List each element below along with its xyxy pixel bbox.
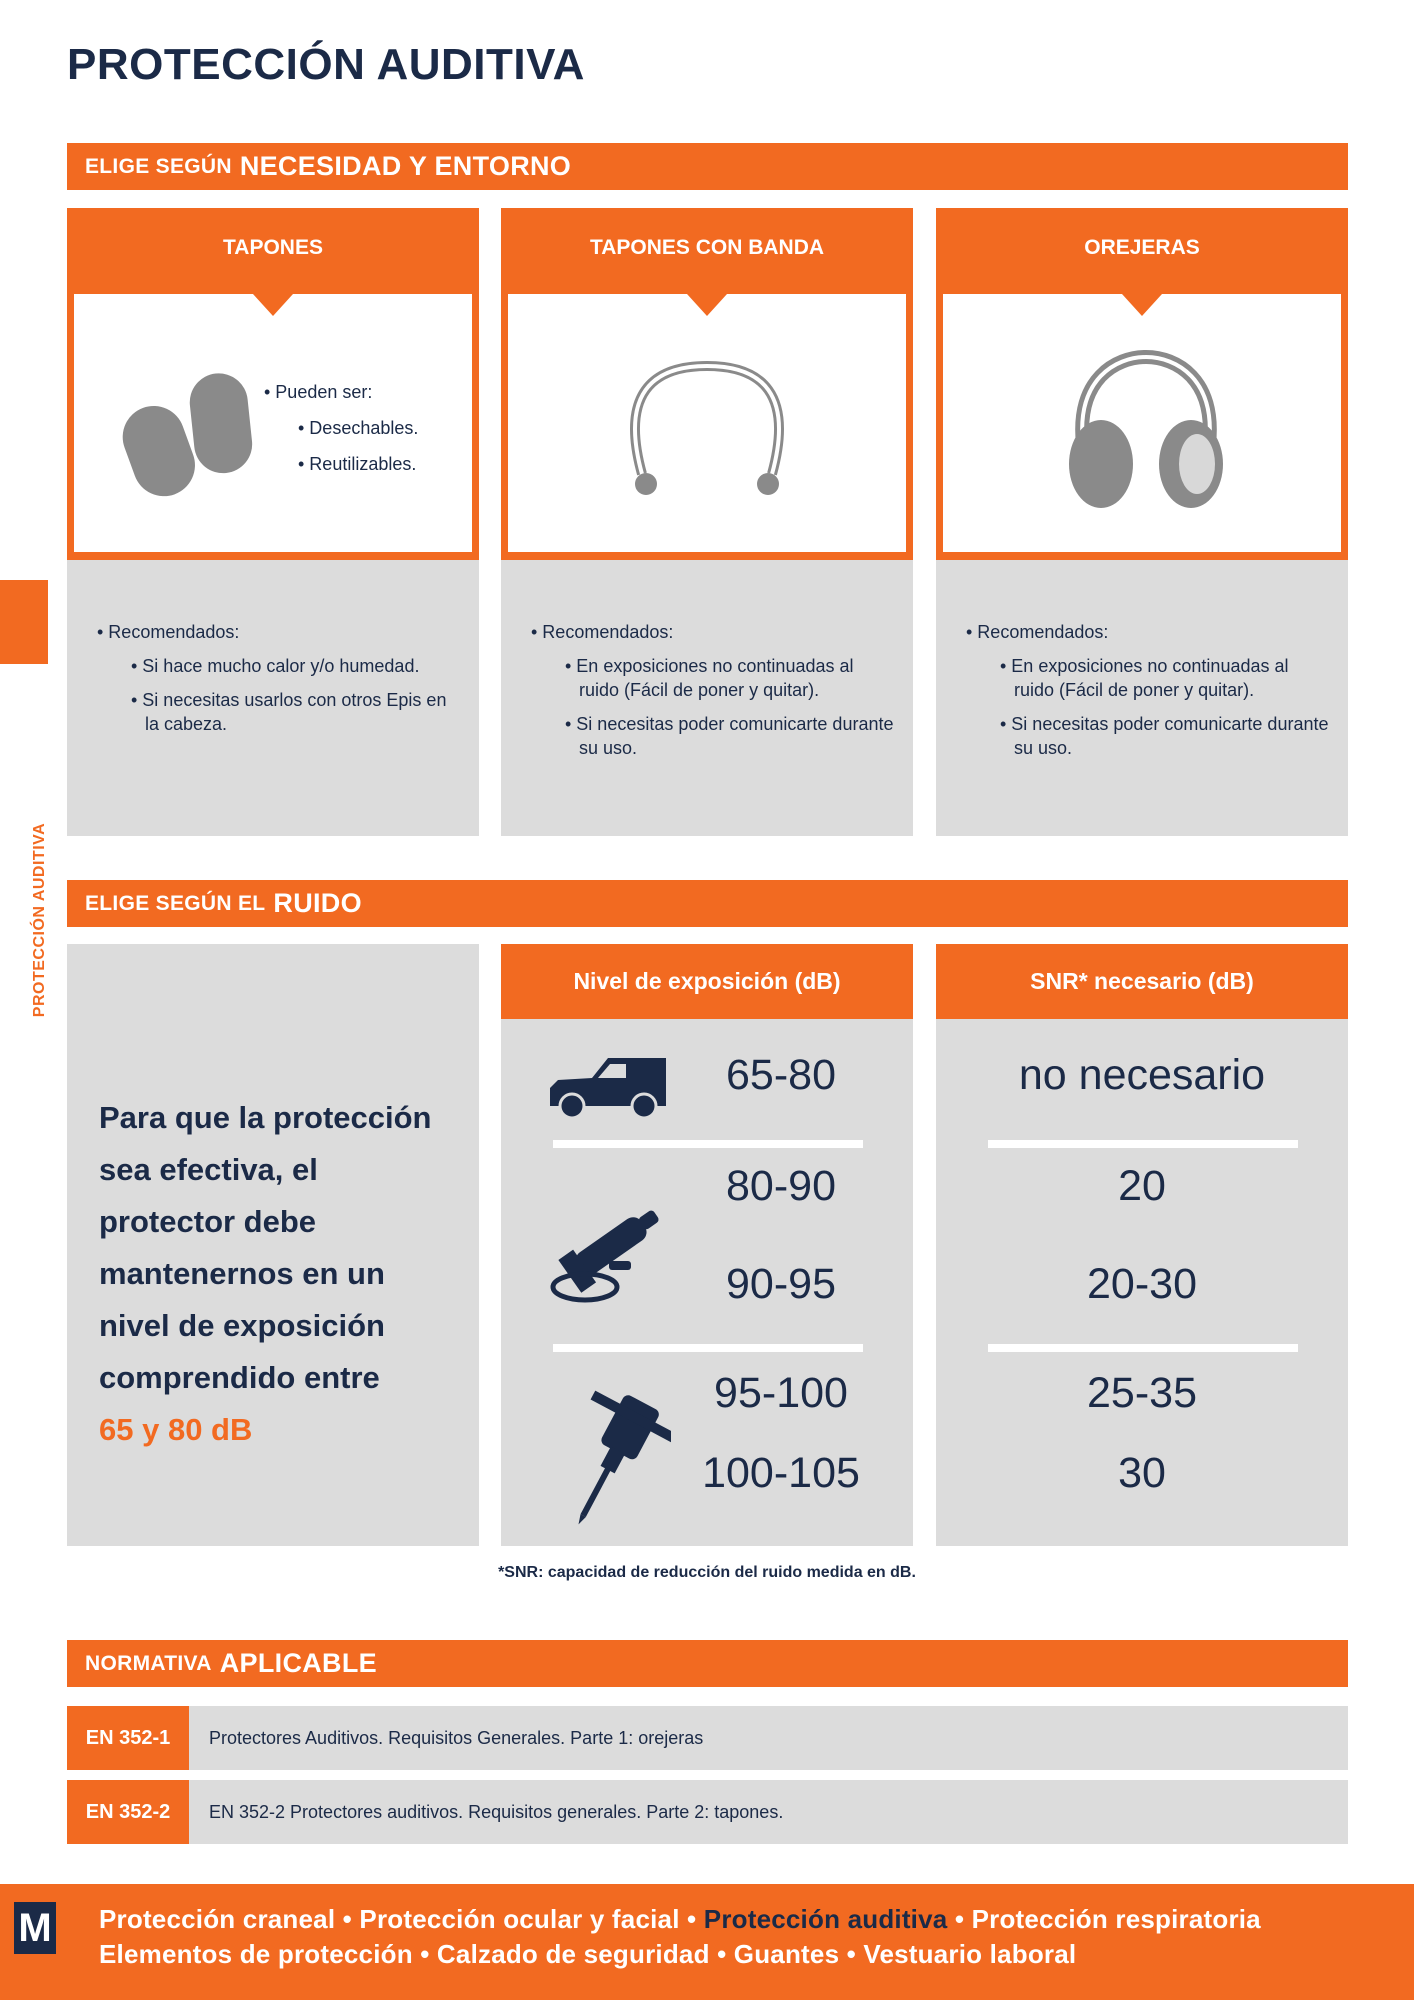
footer-categories-before: Protección craneal • Protección ocular y facial • [99,1904,697,1934]
plug-type-item: • Desechables. [298,418,419,438]
plug-type-item: • Reutilizables. [298,454,417,474]
card-image-area [74,294,472,552]
norm-code: EN 352-2 [67,1780,189,1844]
recommendation-item: • Si necesitas poder comunicarte durante su uso. [1000,714,1329,758]
snr-value: 20-30 [1087,1260,1197,1308]
noise-explanation-body: Para que la protección sea efectiva, el protector debe mantenernos en un nivel de exposición comprendido entre [99,1100,432,1395]
section-need-light: ELIGE SEGÚN [85,154,232,178]
norm-row [67,1780,1348,1844]
recommendation-item: • Si necesitas usarlos con otros Epis en la cabeza. [131,690,447,734]
recommended-label: • Recomendados: [531,622,674,642]
card-image-frame [501,294,913,560]
row-divider [988,1140,1298,1148]
row-divider [553,1140,863,1148]
snr-value: no necesario [1018,1051,1266,1099]
plug-types-intro: • Pueden ser: [264,382,373,402]
card-recommendations [67,560,479,836]
noise-explanation-text [99,1092,459,1456]
card-recommendations [936,560,1348,836]
snr-value: 30 [1118,1449,1166,1497]
section-norms-light: NORMATIVA [85,1651,212,1675]
section-bar-need [67,143,1348,190]
card-notch [1122,294,1162,316]
side-tab [0,580,48,664]
snr-value: 25-35 [1087,1369,1197,1417]
exposure-level: 80-90 [726,1162,836,1210]
earmuffs-icon [1061,349,1231,519]
snr-value: 20 [1118,1162,1166,1210]
card-image-area [508,294,906,552]
exposure-level: 100-105 [702,1449,860,1497]
card-notch [253,294,293,316]
row-divider [988,1344,1298,1352]
section-bar-noise [67,880,1348,927]
row-divider [553,1344,863,1352]
recommended-label: • Recomendados: [966,622,1109,642]
card-image-area [943,294,1341,552]
norm-code: EN 352-1 [67,1706,189,1770]
footer-current-category: Protección auditiva [703,1904,948,1934]
card-header: TAPONES CON BANDA [501,208,913,294]
norm-description: EN 352-2 Protectores auditivos. Requisitos generales. Parte 2: tapones. [189,1780,1348,1844]
section-norms-bold: APLICABLE [219,1648,377,1678]
noise-range-highlight: 65 y 80 dB [99,1412,253,1447]
noise-explanation-panel [67,944,479,1546]
footer-categories-after: • Protección respiratoria [954,1904,1261,1934]
norm-row [67,1706,1348,1770]
exposure-column [501,944,913,1546]
snr-header: SNR* necesario (dB) [936,944,1348,1019]
brand-logo: M [14,1902,56,1954]
footer-line-2: Elementos de protección • Calzado de seguridad • Guantes • Vestuario laboral [99,1939,1077,1969]
side-section-label: PROTECCIÓN AUDITIVA [31,822,48,1018]
exposure-level: 90-95 [726,1260,836,1308]
recommendation-item: • En exposiciones no continuadas al ruido (Fácil de poner y quitar). [565,656,854,700]
card-recommendations [501,560,913,836]
card-tapones-banda [501,208,913,836]
snr-column [936,944,1348,1546]
earplugs-icon [104,354,264,504]
snr-footnote: *SNR: capacidad de reducción del ruido medida en dB. [498,1564,916,1581]
section-bar-norms [67,1640,1348,1687]
angle-grinder-icon [549,1189,679,1319]
exposure-level: 65-80 [726,1051,836,1099]
card-tapones [67,208,479,836]
recommended-label: • Recomendados: [97,622,240,642]
card-notch [687,294,727,316]
recommendation-item: • En exposiciones no continuadas al ruido (Fácil de poner y quitar). [1000,656,1289,700]
page-title: PROTECCIÓN AUDITIVA [67,40,585,89]
section-noise-light: ELIGE SEGÚN EL [85,891,266,915]
recommendation-item: • Si hace mucho calor y/o humedad. [131,656,420,676]
card-header: OREJERAS [936,208,1348,294]
footer-line-1 [99,1904,1261,1935]
exposure-level: 95-100 [714,1369,848,1417]
card-image-frame [936,294,1348,560]
card-header: TAPONES [67,208,479,294]
jackhammer-icon [551,1384,671,1534]
footer-nav [0,1884,1414,2000]
section-need-bold: NECESIDAD Y ENTORNO [239,151,572,181]
norm-description: Protectores Auditivos. Requisitos Generales. Parte 1: orejeras [189,1706,1348,1770]
plug-types-list [264,374,418,482]
card-image-frame [67,294,479,560]
section-noise-bold: RUIDO [273,888,362,918]
truck-icon [546,1044,671,1124]
recommendation-item: • Si necesitas poder comunicarte durante su uso. [565,714,894,758]
exposure-header: Nivel de exposición (dB) [501,944,913,1019]
banded-earplugs-icon [612,354,802,514]
card-orejeras [936,208,1348,836]
